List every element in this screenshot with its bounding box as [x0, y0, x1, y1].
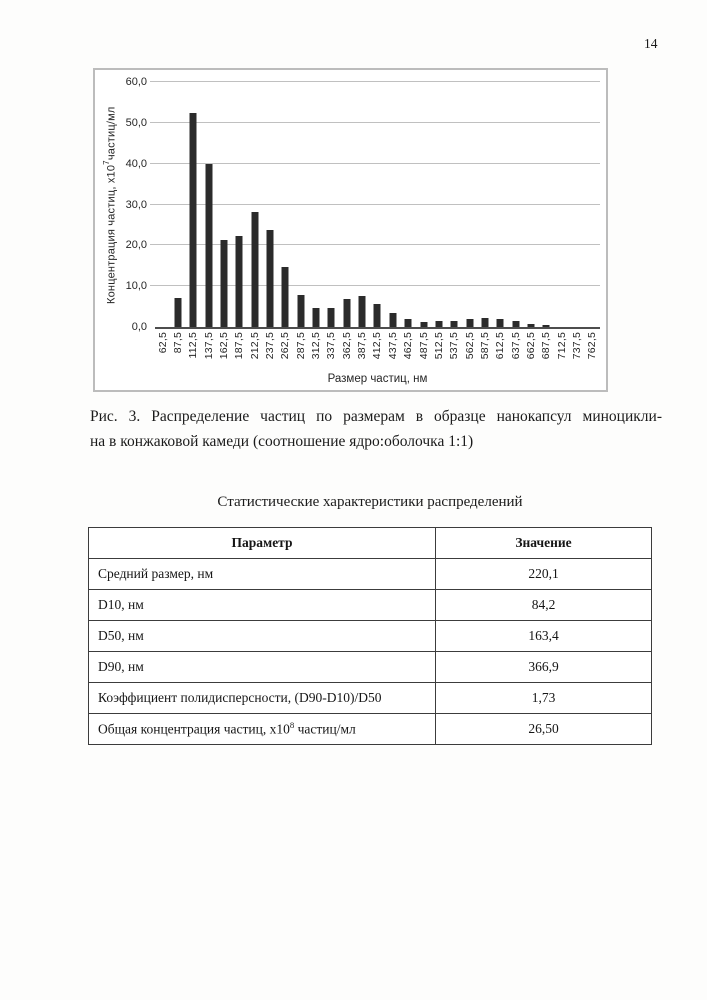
x-tick-label: 237,5	[264, 332, 277, 360]
bar-slot-487,5	[416, 82, 431, 327]
x-tick	[569, 329, 584, 375]
bar-slot-712,5	[554, 82, 569, 327]
x-tick	[493, 329, 508, 375]
col-header-param: Параметр	[89, 528, 436, 559]
y-axis-ticks	[95, 76, 151, 333]
bar-slot-387,5	[354, 82, 369, 327]
param-cell: D10, нм	[89, 590, 436, 621]
bar	[236, 236, 243, 327]
bar	[405, 319, 412, 327]
bar-slot-162,5	[216, 82, 231, 327]
bar	[267, 230, 274, 327]
y-tick-label: 60,0	[125, 76, 147, 88]
param-cell: Средний размер, нм	[89, 559, 436, 590]
bar	[543, 325, 550, 327]
bar-slot-562,5	[462, 82, 477, 327]
bar-slot-87,5	[170, 82, 185, 327]
x-tick-label: 387,5	[356, 332, 369, 360]
x-tick	[262, 329, 277, 375]
x-tick	[293, 329, 308, 375]
col-header-value: Значение	[436, 528, 652, 559]
x-tick	[201, 329, 216, 375]
x-tick	[477, 329, 492, 375]
table-title: Статистические характеристики распределений	[217, 494, 523, 510]
x-tick-label: 362,5	[340, 332, 353, 360]
value-cell: 26,50	[436, 714, 652, 745]
bar	[205, 164, 212, 327]
bar-slot-62,5	[155, 82, 170, 327]
bar-slot-587,5	[477, 82, 492, 327]
table-row	[89, 621, 652, 652]
x-tick	[508, 329, 523, 375]
x-tick-label: 587,5	[478, 332, 491, 360]
x-tick	[370, 329, 385, 375]
bar-slot-437,5	[385, 82, 400, 327]
bar-slot-287,5	[293, 82, 308, 327]
bar	[251, 212, 258, 327]
bar	[481, 318, 488, 327]
x-tick	[186, 329, 201, 375]
page-number: 14	[644, 36, 658, 51]
x-tick	[216, 329, 231, 375]
x-tick-label: 637,5	[509, 332, 522, 360]
bar	[435, 321, 442, 327]
table-row	[89, 559, 652, 590]
x-axis-title: Размер частиц, нм	[327, 373, 428, 385]
bar	[451, 321, 458, 328]
bar-slot-112,5	[186, 82, 201, 327]
x-tick	[385, 329, 400, 375]
bar-slot-762,5	[585, 82, 600, 327]
value-cell: 366,9	[436, 652, 652, 683]
x-tick	[232, 329, 247, 375]
bar-slot-662,5	[523, 82, 538, 327]
bar-slot-612,5	[493, 82, 508, 327]
bar	[374, 304, 381, 327]
x-tick-label: 137,5	[202, 332, 215, 360]
y-tick-label: 50,0	[125, 116, 147, 129]
bar	[512, 321, 519, 327]
x-tick	[447, 329, 462, 375]
x-tick	[401, 329, 416, 375]
x-tick	[554, 329, 569, 375]
x-tick	[431, 329, 446, 375]
x-tick	[462, 329, 477, 375]
table-row	[89, 590, 652, 621]
x-tick	[523, 329, 538, 375]
table-row	[89, 652, 652, 683]
x-tick-label: 687,5	[540, 332, 553, 360]
figure-caption	[90, 404, 662, 454]
param-cell: Коэффициент полидисперсности, (D90-D10)/D50	[89, 683, 436, 714]
value-cell: 163,4	[436, 621, 652, 652]
y-tick-label: 0,0	[131, 321, 147, 333]
x-tick	[339, 329, 354, 375]
stats-table	[88, 527, 652, 745]
x-tick-label: 187,5	[233, 332, 246, 360]
y-tick-label: 10,0	[125, 280, 147, 293]
x-tick-label: 87,5	[172, 332, 185, 354]
bar-slot-212,5	[247, 82, 262, 327]
x-tick-label: 487,5	[417, 332, 430, 360]
bar	[343, 299, 350, 327]
bar	[497, 319, 504, 327]
bar-slot-512,5	[431, 82, 446, 327]
bar	[420, 322, 427, 327]
x-tick-label: 62,5	[156, 332, 169, 354]
bar	[282, 267, 289, 327]
bar	[328, 308, 335, 327]
x-axis-ticks	[155, 329, 600, 375]
x-tick-label: 412,5	[371, 332, 384, 360]
bar-slot-137,5	[201, 82, 216, 327]
table-row	[89, 714, 652, 745]
x-tick-label: 287,5	[294, 332, 307, 360]
bar	[389, 313, 396, 327]
x-tick	[324, 329, 339, 375]
x-tick	[247, 329, 262, 375]
x-tick-label: 162,5	[218, 332, 231, 360]
bar	[359, 296, 366, 327]
x-tick	[416, 329, 431, 375]
x-tick-label: 612,5	[494, 332, 507, 360]
table-body	[89, 559, 652, 745]
x-tick-label: 462,5	[402, 332, 415, 360]
x-tick-label: 762,5	[586, 332, 599, 360]
x-tick-label: 737,5	[570, 332, 583, 360]
x-tick	[539, 329, 554, 375]
y-axis-title-suffix: частиц/мл	[105, 106, 118, 161]
figure-caption-line2: на в конжаковой камеди (соотношение ядро:оболочка 1:1)	[90, 433, 474, 450]
bar	[313, 308, 320, 327]
bar	[221, 240, 228, 327]
param-cell: D90, нм	[89, 652, 436, 683]
x-tick-label: 437,5	[386, 332, 399, 360]
y-tick-label: 30,0	[125, 198, 147, 211]
x-tick-label: 562,5	[463, 332, 476, 360]
x-tick-label: 712,5	[555, 332, 568, 360]
figure-caption-line1: Рис. 3. Распределение частиц по размерам в образце нанокапсул миноцикли-	[90, 408, 662, 425]
bar	[297, 295, 304, 327]
bar-slot-412,5	[370, 82, 385, 327]
bar-slot-362,5	[339, 82, 354, 327]
x-tick-label: 112,5	[187, 332, 200, 359]
x-tick-label: 537,5	[448, 332, 461, 360]
bar	[190, 113, 197, 327]
figure-chart	[93, 68, 608, 392]
table-header-row	[89, 528, 652, 559]
bar-slot-187,5	[232, 82, 247, 327]
bar	[527, 324, 534, 327]
bar-slot-537,5	[447, 82, 462, 327]
x-tick-label: 337,5	[325, 332, 338, 360]
bar-slot-237,5	[262, 82, 277, 327]
bar-slot-262,5	[278, 82, 293, 327]
bar-slot-737,5	[569, 82, 584, 327]
x-tick-label: 312,5	[310, 332, 323, 360]
param-cell: Общая концентрация частиц, $х10^8$ частиц/мл	[89, 714, 436, 745]
param-cell: D50, нм	[89, 621, 436, 652]
plot-area	[155, 82, 600, 329]
bar-slot-687,5	[539, 82, 554, 327]
x-tick	[585, 329, 600, 375]
x-tick	[155, 329, 170, 375]
bar-slot-312,5	[308, 82, 323, 327]
x-tick	[170, 329, 185, 375]
x-tick	[308, 329, 323, 375]
bar	[466, 319, 473, 327]
x-tick	[278, 329, 293, 375]
bar-slot-337,5	[324, 82, 339, 327]
bar-slot-462,5	[401, 82, 416, 327]
x-tick-label: 212,5	[248, 332, 261, 360]
y-axis-title-sup: 7	[102, 160, 111, 166]
x-tick-label: 262,5	[279, 332, 292, 360]
value-cell: 1,73	[436, 683, 652, 714]
x-tick	[354, 329, 369, 375]
table-row	[89, 683, 652, 714]
y-tick-label: 20,0	[125, 239, 147, 252]
x-tick-label: 512,5	[432, 332, 445, 360]
x-tick-label: 662,5	[524, 332, 537, 360]
value-cell: 220,1	[436, 559, 652, 590]
y-axis-title-base: Концентрация частиц, х10	[105, 165, 118, 305]
y-tick-label: 40,0	[125, 157, 147, 170]
value-cell: 84,2	[436, 590, 652, 621]
bar	[175, 298, 182, 327]
bar-slot-637,5	[508, 82, 523, 327]
